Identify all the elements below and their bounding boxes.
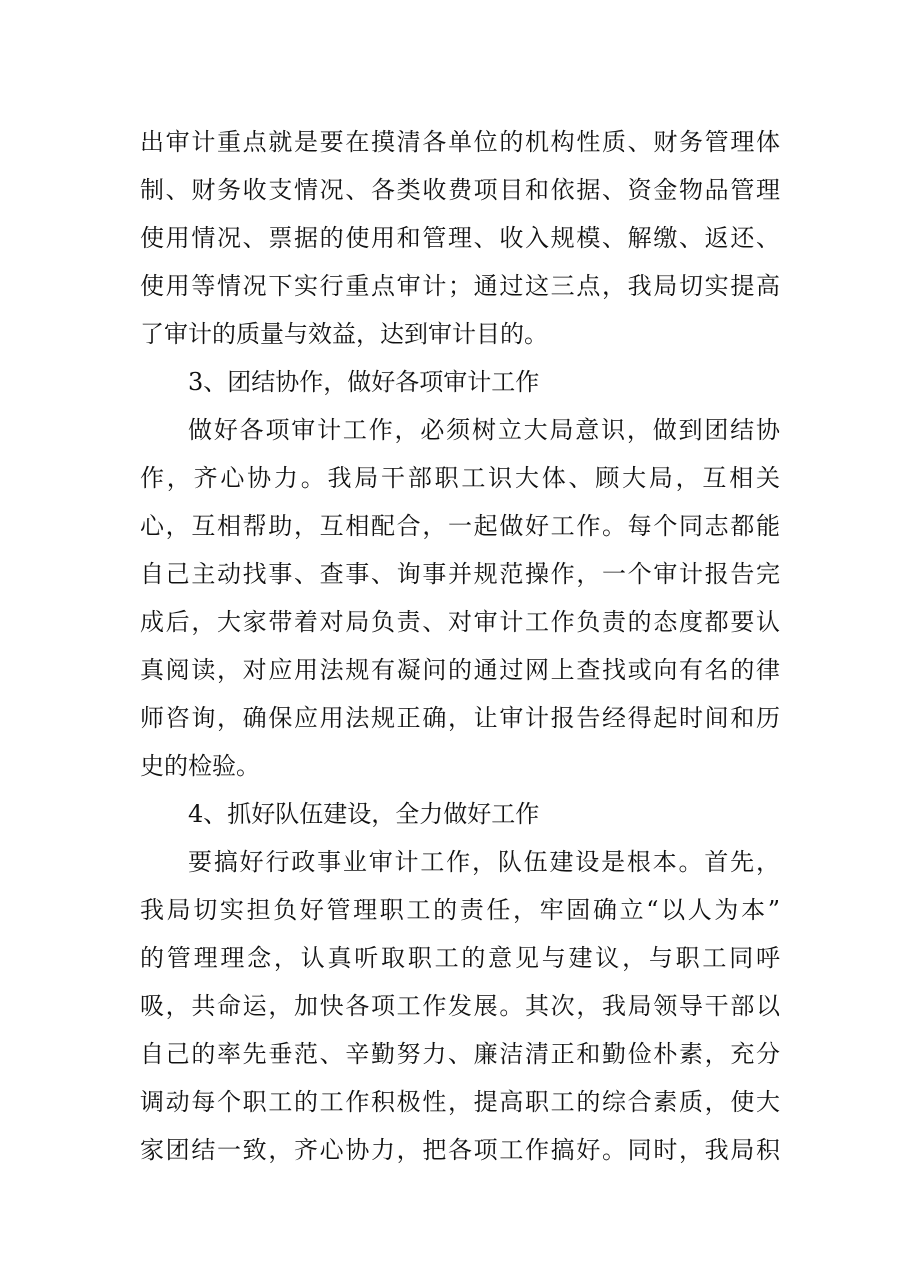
text-line: 我局切实担负好管理职工的责任，牢固确立“以人为本” [140, 896, 780, 924]
text-line: 的管理理念，认真听取职工的意见与建议，与职工同呼 [140, 944, 780, 972]
text-line: 吸，共命运，加快各项工作发展。其次，我局领导干部以 [140, 992, 780, 1020]
text-line: 自己主动找事、查事、询事并规范操作，一个审计报告完 [140, 560, 780, 588]
text-line: 成后，大家带着对局负责、对审计工作负责的态度都要认 [140, 608, 780, 636]
text-line: 使用情况、票据的使用和管理、收入规模、解缴、返还、 [140, 224, 780, 252]
text-line: 要搞好行政事业审计工作，队伍建设是根本。首先， [188, 848, 780, 876]
paragraph-3 [140, 838, 780, 1174]
text-line: 制、财务收支情况、各类收费项目和依据、资金物品管理 [140, 176, 780, 204]
text-line: 家团结一致，齐心协力，把各项工作搞好。同时，我局积 [140, 1136, 780, 1164]
text-line: 做好各项审计工作，必须树立大局意识，做到团结协 [188, 416, 780, 444]
heading-line: 4、抓好队伍建设，全力做好工作 [188, 800, 540, 828]
text-line: 调动每个职工的工作积极性，提高职工的综合素质，使大 [140, 1088, 780, 1116]
paragraph-1 [140, 118, 780, 358]
document-body [140, 118, 780, 1174]
text-line: 作，齐心协力。我局干部职工识大体、顾大局，互相关 [140, 464, 780, 492]
paragraph-2 [140, 406, 780, 790]
text-line: 出审计重点就是要在摸清各单位的机构性质、财务管理体 [140, 128, 780, 156]
text-line: 师咨询，确保应用法规正确，让审计报告经得起时间和历 [140, 704, 780, 732]
text-line: 了审计的质量与效益，达到审计目的。 [140, 320, 548, 348]
heading-line: 3、团结协作，做好各项审计工作 [188, 368, 540, 396]
text-line: 心，互相帮助，互相配合，一起做好工作。每个同志都能 [140, 512, 780, 540]
section-heading-4 [140, 790, 780, 838]
text-line: 真阅读，对应用法规有凝问的通过网上查找或向有名的律 [140, 656, 780, 684]
section-heading-3 [140, 358, 780, 406]
text-line: 自己的率先垂范、辛勤努力、廉洁清正和勤俭朴素，充分 [140, 1040, 780, 1068]
text-line: 使用等情况下实行重点审计；通过这三点，我局切实提高 [140, 272, 780, 300]
text-line: 史的检验。 [140, 752, 260, 780]
